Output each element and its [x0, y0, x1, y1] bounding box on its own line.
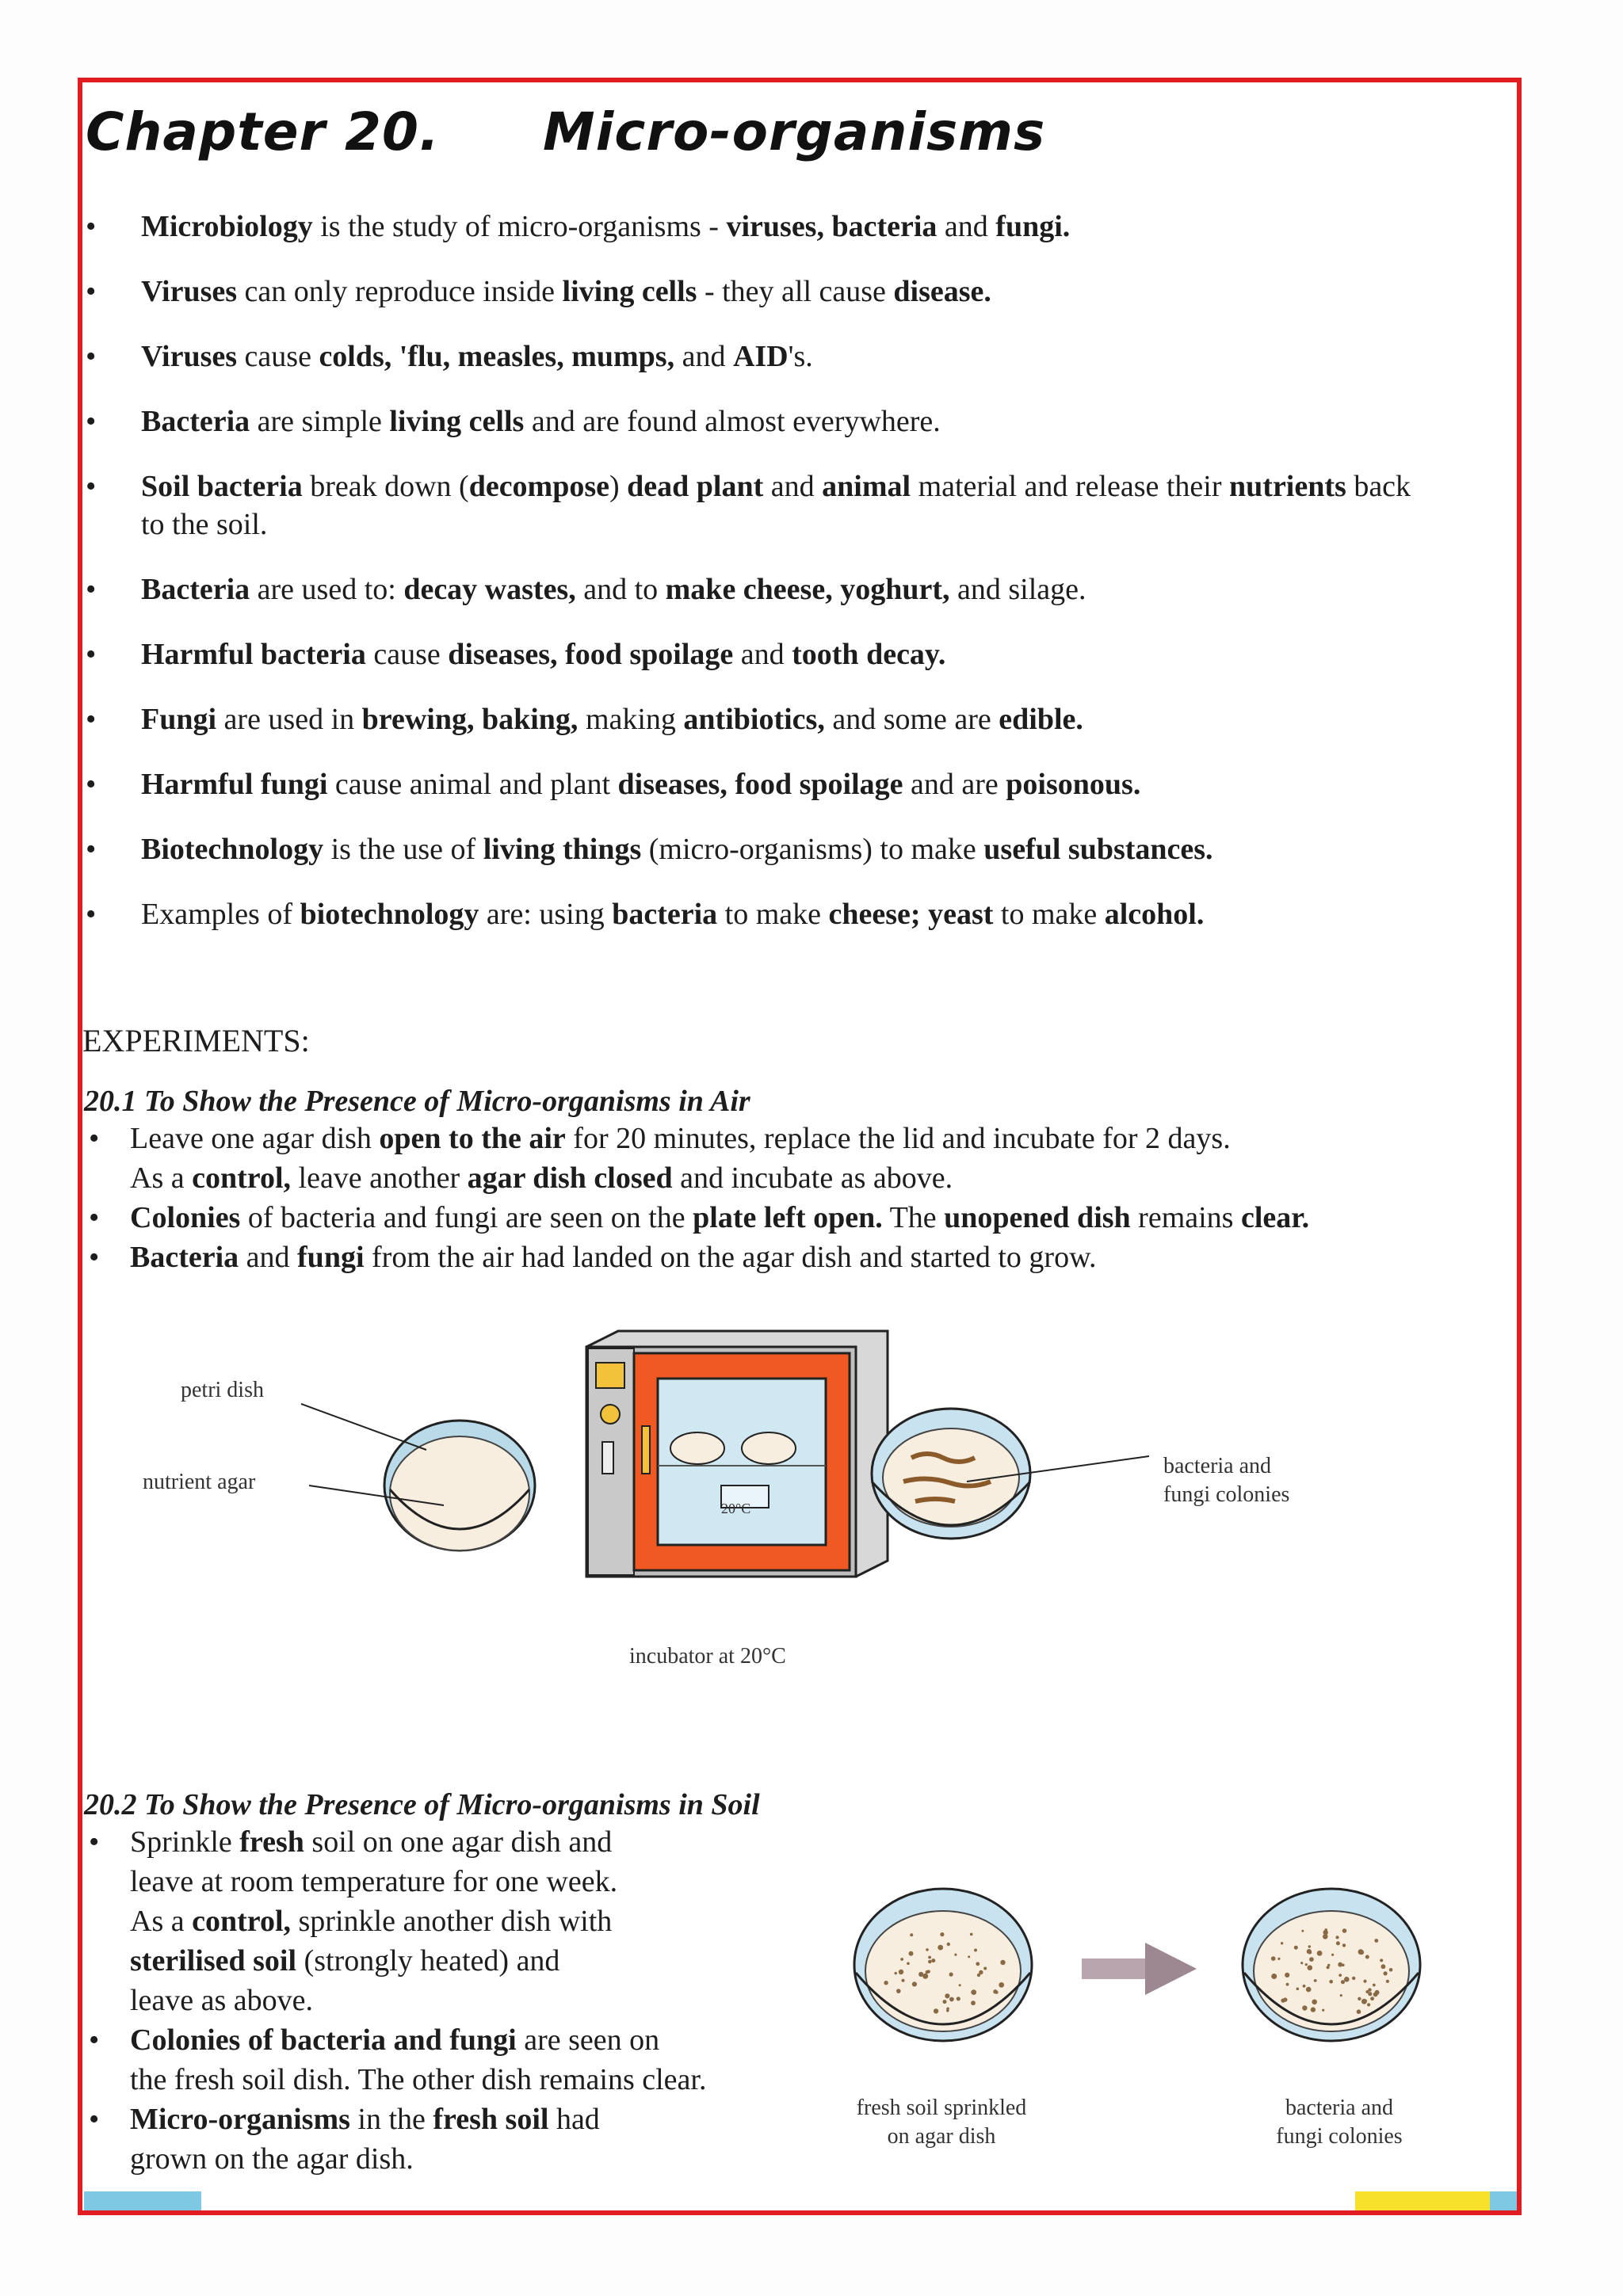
text-run: break down ( [302, 470, 469, 503]
soil-particle [1389, 1968, 1393, 1972]
soil-experiment-diagram [824, 1854, 1474, 2107]
text-run: and incubate as above. [672, 1161, 953, 1195]
text-run: for 20 minutes, replace the lid and incubate for 2 days. [565, 1122, 1231, 1155]
soil-particle [979, 1970, 983, 1974]
bold-text: Bacteria [141, 573, 250, 606]
soil-particle [1314, 1979, 1317, 1982]
bold-text: biotechnology [300, 898, 479, 931]
bold-text: unopened dish [944, 1201, 1131, 1234]
soil-particle [1317, 1951, 1323, 1956]
soil-particle [1357, 2009, 1361, 2014]
text-run: making [578, 703, 684, 736]
text-run: to make [993, 898, 1105, 931]
soil-particle [1303, 1985, 1306, 1988]
soil-particle [995, 1991, 999, 1994]
soil-particle [943, 2000, 947, 2004]
text-run: and some are [824, 703, 999, 736]
soil-particle [895, 1972, 897, 1974]
text-run: and to [575, 573, 666, 606]
text-run: are used to: [250, 573, 404, 606]
text-run: and [937, 210, 996, 243]
bold-text: tooth decay. [792, 638, 946, 671]
bold-text: Micro-organisms [130, 2103, 350, 2136]
bullet-item [86, 273, 1417, 311]
experiment-2-list [84, 1822, 813, 2179]
text-run: (strongly heated) and [296, 1944, 560, 1978]
text-run: is the use of [323, 833, 483, 866]
bold-text: antibiotics, [683, 703, 825, 736]
text-run: leave as above. [130, 1984, 314, 2017]
nutrient-agar-label: nutrient agar [143, 1470, 256, 1494]
soil-particle [946, 2009, 949, 2012]
soil-particle [1308, 1945, 1311, 1947]
bold-text: fungi. [995, 210, 1071, 243]
text-run: and are found almost everywhere. [524, 405, 941, 438]
soil-particle [970, 1933, 973, 1936]
arrow-icon [1082, 1943, 1197, 1995]
text-run: and [763, 470, 823, 503]
experiment-2-title: 20.2 To Show the Presence of Micro-organisms in Soil [84, 1788, 760, 1821]
bold-text: Viruses [141, 275, 238, 308]
soil-particle [1335, 1936, 1338, 1939]
text-run: to make [717, 898, 829, 931]
soil-particle [1329, 1980, 1333, 1984]
bold-text: viruses, bacteria [726, 210, 938, 243]
soil-particle [1358, 1949, 1364, 1955]
soil-particle [1271, 1956, 1276, 1961]
bold-text: diseases, food spoilage [448, 638, 734, 671]
chapter-number: Chapter 20. [86, 101, 440, 162]
text-run: As a [130, 1161, 193, 1195]
soil-particle [1363, 1980, 1366, 1983]
experiment-1-item [84, 1198, 1510, 1238]
bold-text: control, [192, 1905, 292, 1938]
soil-particle [1306, 1987, 1312, 1993]
soil-particle [918, 1972, 923, 1977]
bold-text: fresh [239, 1825, 304, 1859]
experiment-1-title: 20.1 To Show the Presence of Micro-organisms in Air [84, 1085, 750, 1118]
bold-text: useful substances. [983, 833, 1213, 866]
bold-text: decompose [468, 470, 609, 503]
soil-particle [1341, 1980, 1345, 1984]
soil-particle [1296, 1988, 1300, 1991]
bold-text: Harmful fungi [141, 768, 328, 801]
text-run: cause [237, 340, 319, 373]
soil-particle [1384, 1971, 1388, 1975]
soil-colonies-label-line-2: fungi colonies [1276, 2124, 1403, 2149]
incubator-illustration [586, 1331, 888, 1577]
soil-particle [1358, 1997, 1361, 2000]
soil-particle [899, 1970, 903, 1974]
bold-text: plate left open. [693, 1201, 883, 1234]
text-run: (micro-organisms) to make [641, 833, 984, 866]
bold-text: clear. [1240, 1201, 1310, 1234]
soil-particle [1375, 1990, 1379, 1994]
bold-text: sterilised soil [130, 1944, 297, 1978]
soil-particle [1373, 1984, 1376, 1987]
experiment-2-item [84, 1822, 813, 2020]
soil-particle [976, 1962, 980, 1966]
soil-particle [912, 1981, 917, 1986]
summary-bullet-list [86, 208, 1417, 960]
bold-text: Bacteria [141, 405, 250, 438]
soil-particle [1336, 1941, 1340, 1945]
bold-text: Colonies of bacteria and fungi [130, 2023, 517, 2057]
soil-particle [884, 1981, 888, 1985]
soil-particle [974, 1949, 977, 1952]
text-run: the fresh soil dish. The other dish remains clear. [130, 2063, 707, 2096]
soil-particle [931, 1958, 935, 1962]
text-run: are: using [479, 898, 613, 931]
bold-text: fresh soil [433, 2103, 549, 2136]
soil-particle [896, 1989, 901, 1993]
bold-text: open to the air [379, 1122, 566, 1155]
experiment-1-item [84, 1238, 1510, 1277]
text-run: soil on one agar dish and [304, 1825, 613, 1859]
text-run: sprinkle another dish with [291, 1905, 613, 1938]
experiment-1-list [84, 1119, 1510, 1277]
soil-particle [1380, 1958, 1383, 1962]
text-run: back to the soil. [141, 470, 1411, 541]
soil-particle [934, 2008, 938, 2013]
bold-text: Biotechnology [141, 833, 324, 866]
text-run: are simple [250, 405, 390, 438]
text-run: can only reproduce inside [237, 275, 563, 308]
soil-particle [954, 1954, 957, 1956]
soil-particle [1342, 1943, 1346, 1947]
soil-particle [1271, 1974, 1277, 1979]
soil-particle [1352, 1977, 1355, 1980]
footer-bar-right-edge [1490, 2191, 1517, 2210]
soil-particle [1331, 1954, 1334, 1956]
soil-particle [1302, 2005, 1307, 2010]
bullet-item [86, 570, 1417, 608]
soil-particle [1374, 1939, 1378, 1943]
soil-particle [949, 1997, 954, 2002]
soil-particle [1368, 1988, 1371, 1991]
soil-particle [928, 1960, 932, 1964]
text-run: of bacteria and fungi are seen on the [240, 1201, 693, 1234]
soil-particle [1281, 1942, 1283, 1944]
soil-particle [909, 1951, 914, 1956]
bullet-item [86, 467, 1417, 543]
bold-text: agar dish closed [467, 1161, 673, 1195]
text-run: had [548, 2103, 600, 2136]
soil-particle [1340, 1994, 1342, 1997]
text-run: 's. [788, 340, 813, 373]
text-run: and silage. [949, 573, 1086, 606]
soil-particle [907, 1962, 910, 1966]
colony-dish-illustration [872, 1409, 1030, 1539]
soil-particle [1000, 1960, 1005, 1965]
soil-particle [938, 1945, 943, 1951]
petri-dish-agar-illustration [384, 1421, 535, 1550]
text-run: and [733, 638, 792, 671]
text-run: cause animal and plant [327, 768, 618, 801]
bullet-item [86, 402, 1417, 441]
soil-particle [1277, 1958, 1280, 1960]
bold-text: control, [192, 1161, 292, 1195]
text-run: and [674, 340, 733, 373]
bold-text: Colonies [130, 1201, 241, 1234]
soil-particle [1312, 2000, 1317, 2005]
soil-particle [1338, 1974, 1342, 1977]
incubator-display: 20°C [721, 1501, 751, 1516]
bold-text: Soil bacteria [141, 470, 303, 503]
text-run: leave at room temperature for one week. [130, 1865, 618, 1898]
soil-particle [926, 1970, 929, 1974]
soil-particle [928, 1956, 931, 1959]
text-run: material and release their [911, 470, 1230, 503]
soil-particle [1370, 1997, 1374, 2000]
soil-particle [1327, 1964, 1330, 1966]
fresh-soil-dish-illustration [854, 1889, 1032, 2041]
bold-text: edible. [999, 703, 1083, 736]
bold-text: animal [822, 470, 911, 503]
soil-particle [1322, 2009, 1324, 2012]
bold-text: dead plant [627, 470, 764, 503]
soil-particle [1344, 1977, 1350, 1982]
soil-particle [959, 1984, 961, 1986]
bold-text: brewing, baking, [361, 703, 579, 736]
text-run: cause [365, 638, 449, 671]
soil-particle [940, 1932, 944, 1936]
soil-particle [900, 1958, 903, 1961]
colonies-label-line-2: fungi colonies [1163, 1482, 1290, 1507]
soil-particle [1281, 1998, 1285, 2002]
text-run: The [882, 1201, 945, 1234]
soil-particle [910, 1933, 913, 1936]
bold-text: Harmful bacteria [141, 638, 366, 671]
experiment-2-item [84, 2020, 813, 2100]
bold-text: bacteria [612, 898, 718, 931]
experiment-1-item [84, 1119, 1510, 1198]
text-run: is the study of micro-organisms - [312, 210, 727, 243]
text-run: Examples of [141, 898, 300, 931]
soil-particle [926, 1948, 929, 1951]
text-run: from the air had landed on the agar dish and started to grow. [364, 1241, 1097, 1274]
incubator-label: incubator at 20°C [629, 1644, 786, 1669]
soil-particle [1286, 1983, 1289, 1986]
text-run: are seen on [516, 2023, 660, 2057]
soil-particle [1386, 1980, 1389, 1983]
text-run: - they all cause [697, 275, 894, 308]
soil-particle [1285, 1973, 1289, 1978]
bold-text: poisonous. [1006, 768, 1141, 801]
soil-particle [971, 2000, 976, 2005]
footer-bar-left [84, 2191, 201, 2210]
soil-particle [1309, 1957, 1314, 1962]
bullet-item [86, 830, 1417, 868]
soil-particle [1365, 2000, 1367, 2002]
bold-text: diseases, food spoilage [617, 768, 903, 801]
bold-text: Bacteria [130, 1241, 239, 1274]
bold-text: disease. [893, 275, 991, 308]
bold-text: decay wastes, [403, 573, 576, 606]
bold-text: AID [732, 340, 789, 373]
text-run: Sprinkle [130, 1825, 240, 1859]
bullet-item [86, 338, 1417, 376]
soil-particle [999, 1982, 1004, 1988]
bullet-item [86, 635, 1417, 673]
bold-text: living things [483, 833, 642, 866]
fresh-soil-label-line-2: on agar dish [887, 2124, 996, 2149]
bullet-item [86, 208, 1417, 246]
bold-text: alcohol. [1104, 898, 1205, 931]
soil-particle [968, 1955, 970, 1958]
chapter-heading [86, 101, 1045, 162]
text-run: As a [130, 1905, 193, 1938]
soil-particle [957, 1997, 960, 2000]
soil-particle [1300, 1962, 1303, 1964]
bold-text: living cells [562, 275, 697, 308]
soil-particle [902, 1979, 905, 1982]
soil-particle [1307, 1949, 1312, 1954]
text-run: and [239, 1241, 298, 1274]
soil-particle [1305, 1963, 1308, 1966]
text-run: are used in [216, 703, 362, 736]
soil-particle [1367, 2003, 1370, 2006]
chapter-title: Micro-organisms [542, 101, 1046, 162]
bold-text: colds, 'flu, measles, mumps, [319, 340, 675, 373]
soil-colonies-label-line-1: bacteria and [1285, 2096, 1394, 2120]
colony-soil-dish-illustration [1243, 1889, 1420, 2041]
bold-text: Microbiology [141, 210, 313, 243]
soil-particle [1311, 2007, 1316, 2012]
colonies-label-line-1: bacteria and [1163, 1454, 1272, 1478]
bold-text: make cheese, yoghurt, [665, 573, 950, 606]
petri-dish-label: petri dish [181, 1378, 264, 1402]
bold-text: fungi [297, 1241, 365, 1274]
soil-particle [1365, 1955, 1369, 1959]
text-run: and are [903, 768, 1006, 801]
soil-particle [1301, 1930, 1304, 1932]
soil-particle [949, 1973, 953, 1977]
text-run: grown on the agar dish. [130, 2142, 414, 2176]
bold-text: living cells [389, 405, 525, 438]
bullet-item [86, 765, 1417, 803]
bullet-item [86, 700, 1417, 738]
soil-particle [1324, 1928, 1327, 1932]
experiments-heading: EXPERIMENTS: [82, 1023, 310, 1058]
bullet-item [86, 895, 1417, 933]
experiment-2-item [84, 2100, 813, 2179]
bold-text: cheese; yeast [828, 898, 994, 931]
soil-particle [945, 1993, 949, 1998]
soil-particle [1381, 1964, 1386, 1969]
bold-text: nutrients [1229, 470, 1346, 503]
text-run: ) [609, 470, 628, 503]
soil-particle [1308, 1965, 1313, 1970]
text-run: leave another [291, 1161, 468, 1195]
text-run: in the [349, 2103, 433, 2136]
soil-particle [971, 1989, 976, 1995]
text-run: remains [1130, 1201, 1241, 1234]
soil-particle [1342, 1928, 1347, 1933]
bold-text: Viruses [141, 340, 238, 373]
soil-particle [1338, 1962, 1342, 1967]
fresh-soil-label-line-1: fresh soil sprinkled [856, 2096, 1027, 2120]
soil-particle [983, 1967, 987, 1970]
text-run: Leave one agar dish [130, 1122, 380, 1155]
soil-particle [1294, 1946, 1298, 1950]
soil-particle [947, 1943, 950, 1946]
bold-text: Fungi [141, 703, 217, 736]
soil-particle [1368, 1992, 1372, 1996]
footer-bar-right [1355, 2191, 1490, 2210]
